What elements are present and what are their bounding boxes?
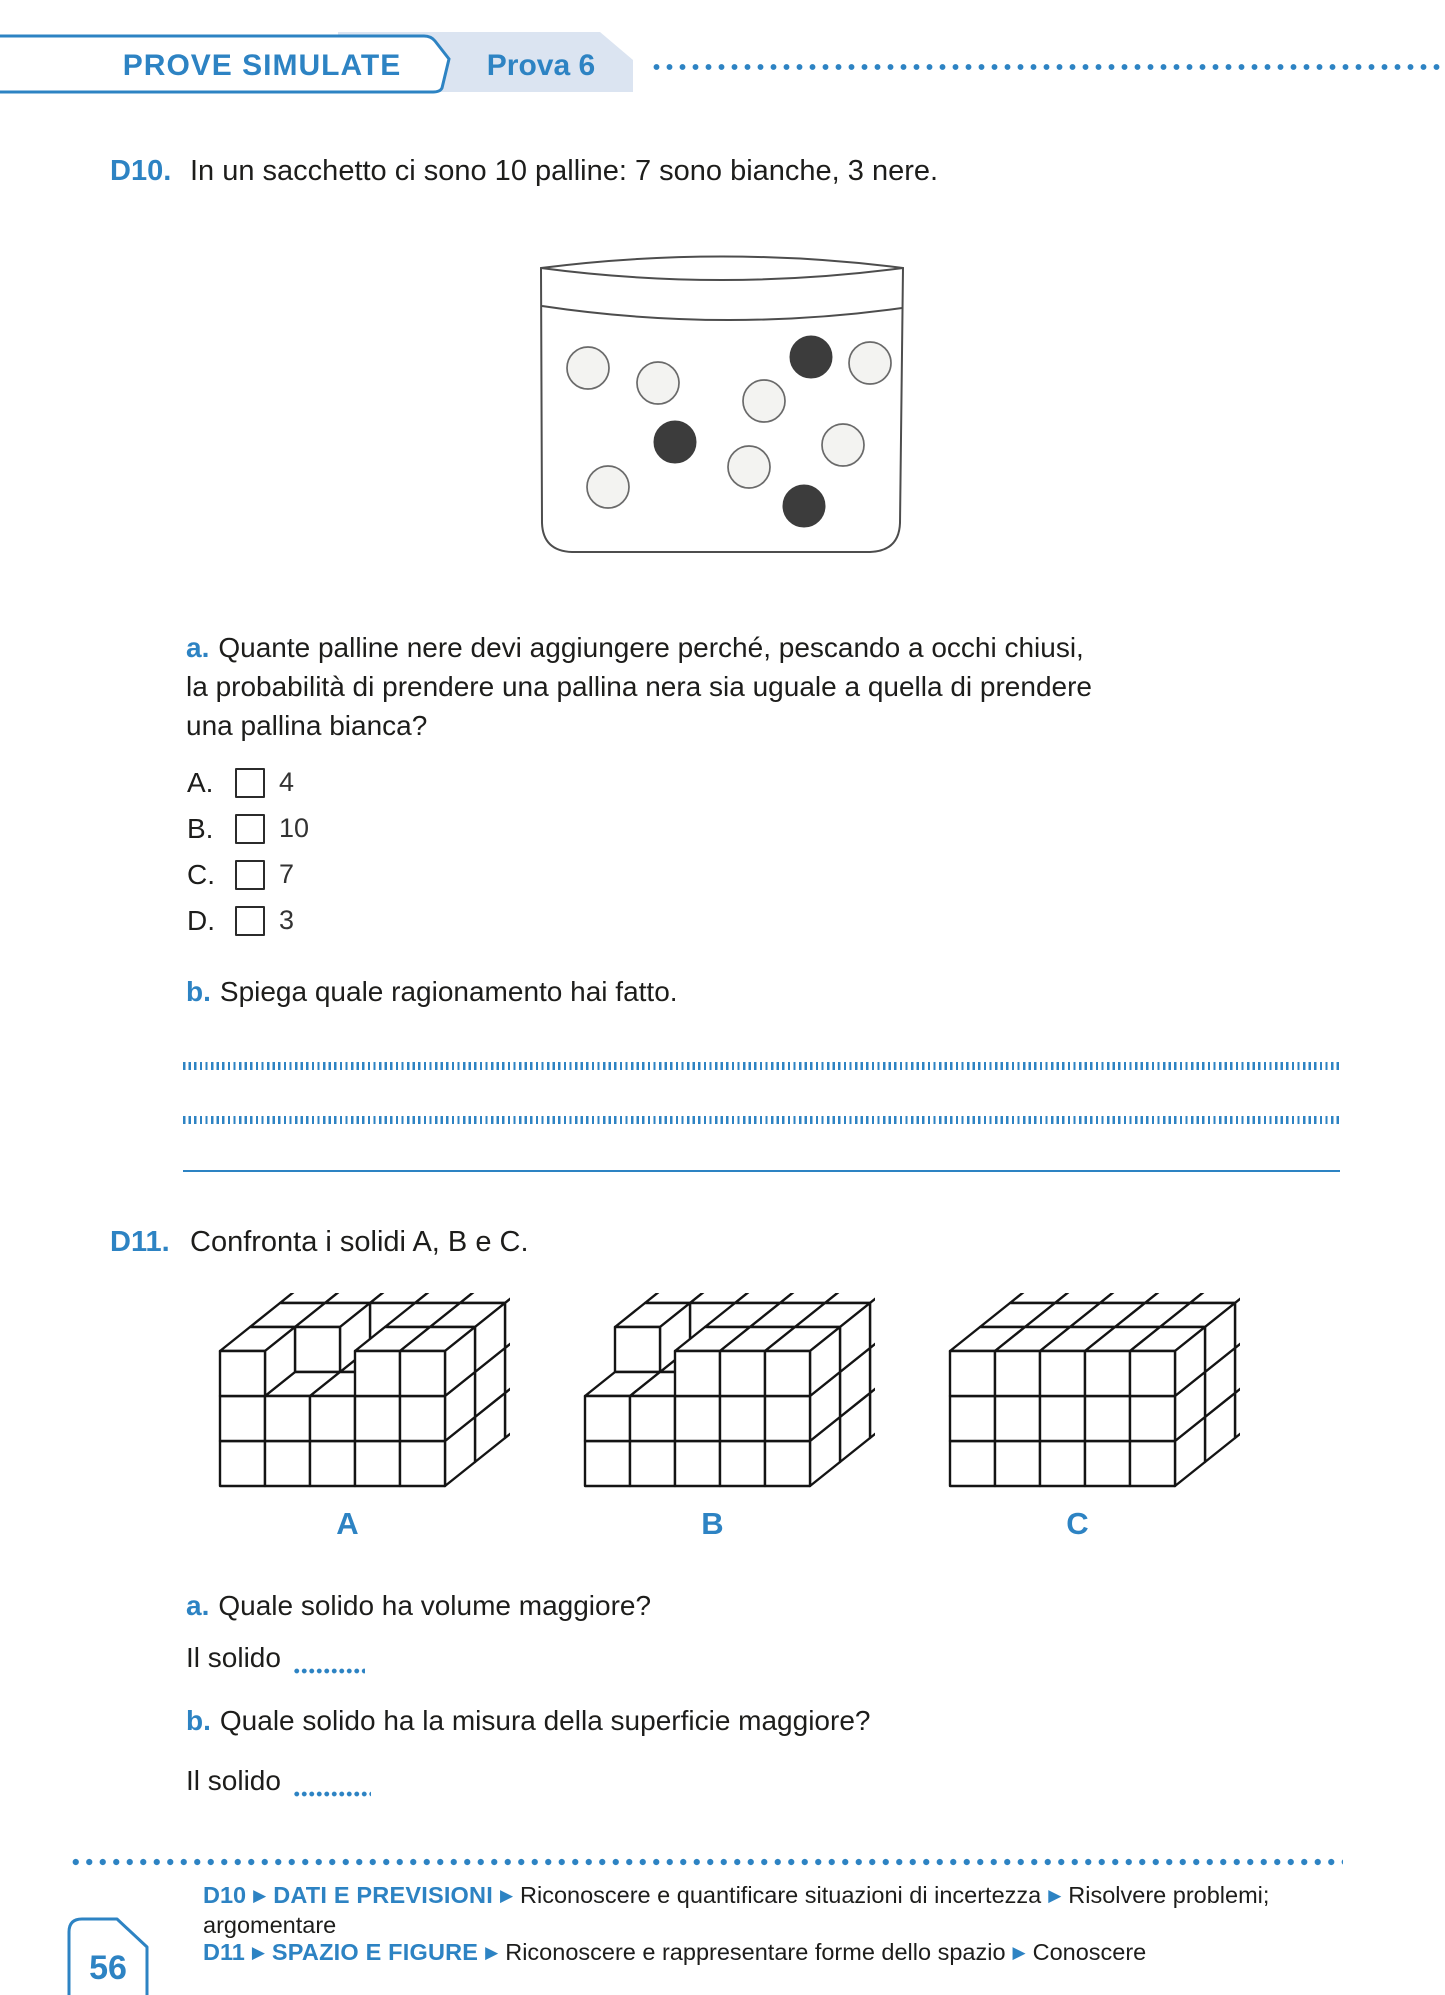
option-b-checkbox[interactable] — [235, 814, 265, 844]
triangle-separator-icon: ▶ — [499, 1886, 514, 1905]
option-d-checkbox[interactable] — [235, 906, 265, 936]
page-number-badge — [66, 1916, 150, 1995]
white-ball — [822, 424, 864, 466]
option-c-value: 7 — [279, 859, 295, 889]
option-c-letter: C. — [187, 858, 215, 890]
black-ball — [783, 485, 825, 527]
triangle-separator-icon: ▶ — [485, 1943, 499, 1962]
white-ball — [637, 362, 679, 404]
white-ball — [728, 446, 770, 488]
white-ball — [849, 342, 891, 384]
footer-dotted-rule — [69, 1857, 1343, 1867]
question-d10a-line2: la probabilità di prendere una pallina nera sia uguale a quella di prendere — [186, 671, 1092, 702]
answer-d11a — [186, 1641, 365, 1675]
option-b-value: 10 — [279, 813, 310, 843]
option-d-letter: D. — [187, 904, 215, 936]
question-d11a-label: a. — [186, 1590, 210, 1621]
options-d10a — [187, 766, 309, 950]
question-d11-text: Confronta i solidi A, B e C. — [190, 1226, 529, 1258]
section-divider-rule — [183, 1170, 1340, 1172]
question-d11-code: D11. — [110, 1226, 170, 1258]
footer-d10-area: DATI E PREVISIONI — [273, 1882, 493, 1908]
option-a-value: 4 — [279, 767, 295, 797]
triangle-separator-icon: ▶ — [1012, 1943, 1026, 1962]
header-dotted-rule — [650, 62, 1445, 72]
option-row-d — [187, 904, 309, 937]
answer-dotted-line-2[interactable] — [183, 1116, 1340, 1124]
question-d11b-label: b. — [186, 1705, 211, 1736]
answer-d11a-prefix: Il solido — [186, 1642, 281, 1673]
footer-d11-skill: Conoscere — [1032, 1939, 1147, 1965]
bag-body — [541, 257, 903, 553]
answer-d11b-blank[interactable] — [293, 1790, 371, 1798]
question-d11b-text: Quale solido ha la misura della superficie maggiore? — [219, 1705, 871, 1736]
question-d10-text: In un sacchetto ci sono 10 palline: 7 sono bianche, 3 nere. — [190, 155, 939, 187]
option-a-letter: A. — [187, 766, 214, 798]
solid-c-drawing — [945, 1293, 1240, 1493]
black-ball — [654, 421, 696, 463]
solid-b-figure — [580, 1293, 875, 1542]
black-ball — [790, 336, 832, 378]
answer-d11b-prefix: Il solido — [186, 1765, 281, 1796]
footer-d11-area: SPAZIO E FIGURE — [271, 1939, 479, 1965]
solid-a-figure — [215, 1293, 510, 1542]
footer-d11-code: D11 — [203, 1939, 245, 1965]
solid-b-drawing — [580, 1293, 875, 1493]
question-d10-heading — [110, 153, 1360, 189]
question-d10b-text: Spiega quale ragionamento hai fatto. — [219, 976, 678, 1007]
option-row-c — [187, 858, 309, 891]
question-d11-heading — [110, 1224, 1360, 1260]
option-a-checkbox[interactable] — [235, 768, 265, 798]
series-title: PROVE SIMULATE — [122, 49, 402, 82]
question-d11b — [186, 1701, 870, 1740]
triangle-separator-icon: ▶ — [1048, 1886, 1062, 1905]
question-d10a — [186, 628, 1296, 745]
solid-b-label: B — [701, 1506, 724, 1541]
footer-d10-skill: Risolvere problemi; argomentare — [203, 1882, 1270, 1938]
question-d11a — [186, 1586, 651, 1625]
bag-of-balls-figure — [520, 245, 920, 565]
white-ball — [587, 466, 629, 508]
option-d-value: 3 — [279, 905, 295, 935]
header-tabs — [0, 26, 700, 98]
footer-row-d11 — [203, 1939, 1358, 1969]
solid-c-figure — [945, 1293, 1240, 1542]
solid-a-drawing — [215, 1293, 510, 1493]
footer-row-d10 — [203, 1882, 1358, 1939]
solid-c-label: C — [1066, 1506, 1089, 1541]
footer-d10-code: D10 — [203, 1882, 247, 1908]
question-d10a-line1: a. Quante palline nere devi aggiungere perché, pescando a occhi chiusi, — [186, 632, 1084, 663]
solid-a-label: A — [336, 1506, 359, 1541]
triangle-separator-icon: ▶ — [253, 1886, 267, 1905]
question-d10b-label: b. — [186, 976, 211, 1007]
white-ball — [567, 347, 609, 389]
test-title: Prova 6 — [486, 49, 596, 82]
footer-competency-tags — [203, 1882, 1358, 1969]
triangle-separator-icon: ▶ — [251, 1943, 265, 1962]
footer-d11-process: Riconoscere e rappresentare forme dello spazio — [505, 1939, 1006, 1965]
question-d10b — [186, 972, 678, 1011]
answer-d11a-blank[interactable] — [293, 1667, 365, 1675]
question-d10a-line3: una pallina bianca? — [186, 710, 428, 741]
white-ball — [743, 380, 785, 422]
option-c-checkbox[interactable] — [235, 860, 265, 890]
option-row-a — [187, 766, 309, 799]
answer-dotted-line-1[interactable] — [183, 1062, 1340, 1070]
question-d10a-label: a. — [186, 632, 210, 663]
option-row-b — [187, 812, 309, 845]
question-d10-code: D10. — [110, 155, 172, 187]
answer-d11b — [186, 1764, 371, 1798]
page-number: 56 — [89, 1949, 127, 1987]
question-d11a-text: Quale solido ha volume maggiore? — [218, 1590, 652, 1621]
footer-d10-process: Riconoscere e quantificare situazioni di incertezza — [520, 1882, 1042, 1908]
option-b-letter: B. — [187, 812, 214, 844]
